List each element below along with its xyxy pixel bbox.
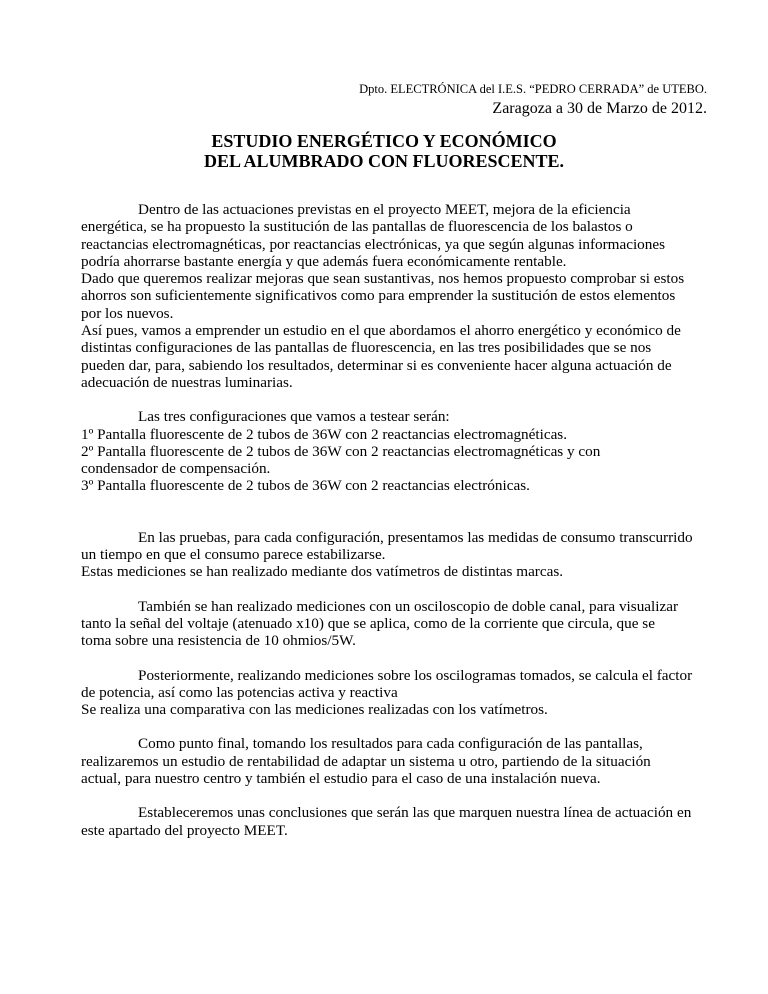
title-line-2: DEL ALUMBRADO CON FLUORESCENTE.: [203, 151, 565, 171]
body-line: energética, se ha propuesto la sustitución de las pantallas de fluorescencia de los balastos o: [81, 218, 633, 236]
body-line: toma sobre una resistencia de 10 ohmios/5W.: [81, 632, 356, 650]
body-line: distintas configuraciones de las pantallas de fluorescencia, en las tres posibilidades que se nos: [81, 339, 652, 357]
config-item-1: 1º Pantalla fluorescente de 2 tubos de 36W con 2 reactancias electromagnéticas.: [81, 425, 568, 443]
body-line: Posteriormente, realizando mediciones sobre los oscilogramas tomados, se calcula el factor: [138, 666, 693, 684]
body-line: tanto la señal del voltaje (atenuado x10) que se aplica, como de la corriente que circula, que se: [81, 614, 655, 632]
document-title: [0, 131, 768, 171]
title-line-1: ESTUDIO ENERGÉTICO Y ECONÓMICO: [211, 131, 557, 151]
body-line: un tiempo en que el consumo parece estabilizarse.: [81, 546, 386, 564]
document-body: [81, 201, 692, 839]
body-line: pueden dar, para, sabiendo los resultados, determinar si es conveniente hacer alguna actuación de: [81, 356, 672, 374]
body-line: ahorros son suficientemente significativos como para emprender la sustitución de estos elementos: [81, 287, 676, 305]
body-line: de potencia, así como las potencias activa y reactiva: [81, 683, 398, 701]
body-line: En las pruebas, para cada configuración, presentamos las medidas de consumo transcurrido: [138, 528, 693, 546]
config-item-2-cont: condensador de compensación.: [81, 460, 271, 478]
body-line: También se han realizado mediciones con un osciloscopio de doble canal, para visualizar: [138, 597, 679, 615]
config-item-3: 3º Pantalla fluorescente de 2 tubos de 36W con 2 reactancias electrónicas.: [81, 477, 530, 495]
body-line: Como punto final, tomando los resultados para cada configuración de las pantallas,: [138, 735, 643, 753]
body-line: por los nuevos.: [81, 304, 174, 322]
body-line: Así pues, vamos a emprender un estudio en el que abordamos el ahorro energético y económico de: [81, 322, 681, 340]
body-line: Dado que queremos realizar mejoras que sean sustantivas, nos hemos propuesto comprobar si estos: [81, 270, 685, 288]
config-item-2: 2º Pantalla fluorescente de 2 tubos de 36W con 2 reactancias electromagnéticas y con: [81, 442, 601, 460]
body-line: Las tres configuraciones que vamos a testear serán:: [138, 408, 450, 426]
document-date: Zaragoza a 30 de Marzo de 2012.: [492, 100, 707, 117]
body-line: Dentro de las actuaciones previstas en el proyecto MEET, mejora de la eficiencia: [138, 201, 631, 218]
body-line: este apartado del proyecto MEET.: [81, 821, 288, 839]
body-line: actual, para nuestro centro y también el estudio para el caso de una instalación nueva.: [81, 770, 601, 788]
body-line: realizaremos un estudio de rentabilidad de adaptar un sistema u otro, partiendo de la situación: [81, 752, 651, 770]
body-line: podría ahorrarse bastante energía y que además fuera económicamente rentable.: [81, 252, 567, 270]
department-header: Dpto. ELECTRÓNICA del I.E.S. “PEDRO CERRADA” de UTEBO.: [359, 82, 707, 96]
body-line: adecuación de nuestras luminarias.: [81, 373, 293, 391]
body-line: Se realiza una comparativa con las mediciones realizadas con los vatímetros.: [81, 701, 548, 719]
body-line: Estableceremos unas conclusiones que serán las que marquen nuestra línea de actuación en: [138, 804, 692, 822]
body-line: Estas mediciones se han realizado mediante dos vatímetros de distintas marcas.: [81, 563, 564, 581]
body-line: reactancias electromagnéticas, por reactancias electrónicas, ya que según algunas informaciones: [81, 235, 666, 253]
